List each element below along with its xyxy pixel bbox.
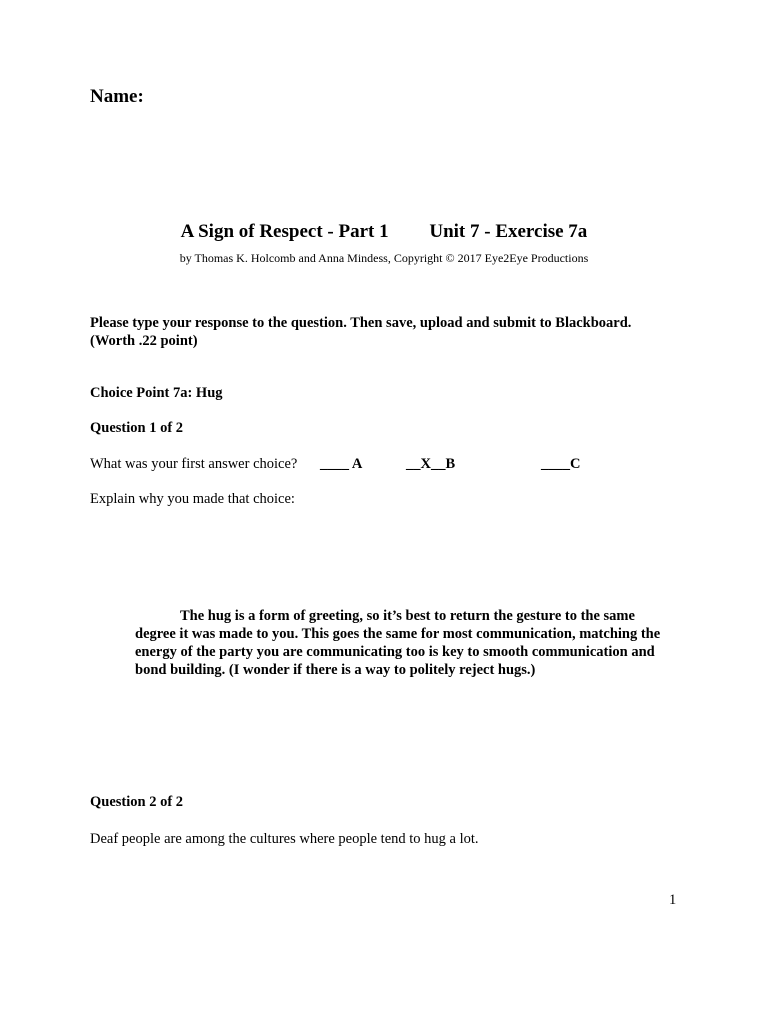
question-2-statement: Deaf people are among the cultures where people tend to hug a lot. (90, 831, 479, 847)
byline: by Thomas K. Holcomb and Anna Mindess, Copyright © 2017 Eye2Eye Productions (179, 251, 589, 265)
instructions-line-1: Please type your response to the question. Then save, upload and submit to Blackboard. (90, 315, 632, 331)
name-label: Name: (90, 86, 144, 107)
page-number: 1 (669, 892, 677, 908)
response-text: The hug is a form of greeting, so it’s best to return the gesture to the same degree it was made to you. This goes the same for most communication, matching the energy of the party you are communicating too is key to smooth communication and bond building. (I wonder if there is a way to politely reject hugs.) (135, 608, 661, 678)
answer-option-c: ____C (541, 456, 581, 472)
instructions-line-2: (Worth .22 point) (90, 333, 198, 349)
instructions (90, 314, 690, 350)
title-part: A Sign of Respect - Part 1 (180, 221, 389, 242)
question-1-heading: Question 1 of 2 (90, 420, 184, 436)
title-unit: Unit 7 - Exercise 7a (429, 221, 588, 242)
explain-prompt: Explain why you made that choice: (90, 491, 295, 507)
answer-choice-row (90, 456, 710, 476)
answer-choice-prompt: What was your first answer choice? (90, 456, 298, 472)
choice-point-heading: Choice Point 7a: Hug (90, 385, 223, 401)
document-title (0, 221, 768, 243)
answer-option-a: ____ A (320, 456, 363, 472)
answer-option-b: __X__B (406, 456, 456, 472)
question-2-heading: Question 2 of 2 (90, 794, 184, 810)
